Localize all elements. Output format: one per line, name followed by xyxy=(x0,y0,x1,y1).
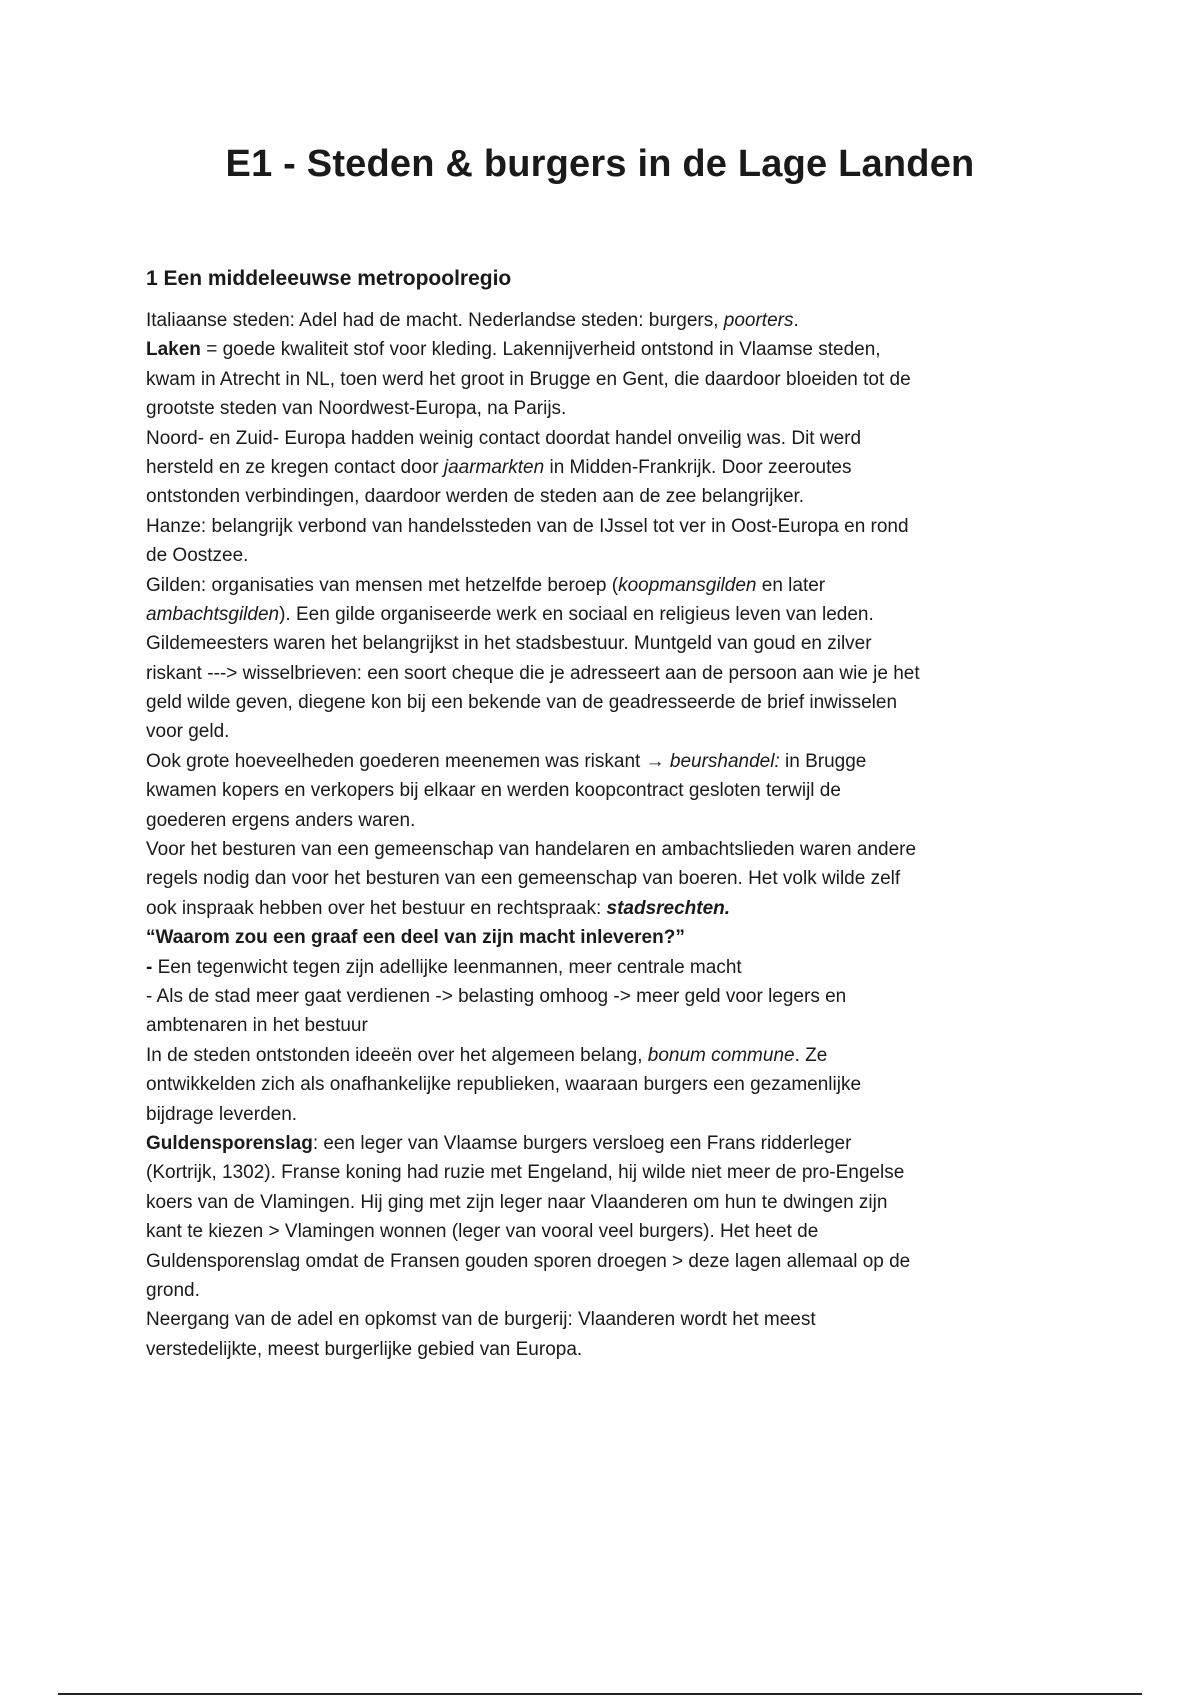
text-run: bonum commune xyxy=(647,1044,795,1066)
text-run: = goede kwaliteit stof voor kleding. Lakennijverheid ontstond in Vlaamse steden, xyxy=(200,339,881,361)
text-line xyxy=(146,1070,1066,1099)
text-line xyxy=(146,482,1066,511)
text-run: Neergang van de adel en opkomst van de burgerij: Vlaanderen wordt het meest xyxy=(146,1309,816,1331)
text-line xyxy=(146,776,1066,805)
section-heading: 1 Een middeleeuwse metropoolregio xyxy=(146,267,512,290)
text-line xyxy=(146,1188,1066,1217)
text-run: Voor het besturen van een gemeenschap van handelaren en ambachtslieden waren andere xyxy=(146,839,917,861)
text-run: . Ze xyxy=(794,1044,828,1066)
page-title: E1 - Steden & burgers in de Lage Landen xyxy=(225,143,975,185)
text-run: Hanze: belangrijk verbond van handelssteden van de IJssel tot ver in Oost-Europa en rond xyxy=(146,515,909,537)
text-run: - Als de stad meer gaat verdienen -> belasting omhoog -> meer geld voor legers en xyxy=(146,985,847,1007)
text-line xyxy=(146,306,1066,335)
text-run: ontwikkelden zich als onafhankelijke republieken, waaraan burgers een gezamenlijke xyxy=(146,1074,862,1096)
text-run: grond. xyxy=(146,1279,200,1301)
text-line xyxy=(146,864,1066,893)
text-line xyxy=(146,1129,1066,1158)
text-line xyxy=(146,629,1066,658)
text-run: - xyxy=(146,956,153,978)
text-line xyxy=(146,541,1066,570)
text-run: jaarmarkten xyxy=(443,456,545,478)
text-line xyxy=(146,1217,1066,1246)
text-run: poorters xyxy=(723,310,794,331)
text-run: bijdrage leverden. xyxy=(146,1103,298,1125)
text-run: regels nodig dan voor het besturen van een gemeenschap van boeren. Het volk wilde zelf xyxy=(146,868,901,890)
text-run: ontstonden verbindingen, daardoor werden de steden aan de zee belangrijker. xyxy=(146,486,805,508)
text-run: in Brugge xyxy=(779,750,867,772)
text-line xyxy=(146,1305,1066,1334)
text-line xyxy=(146,512,1066,541)
text-line xyxy=(146,365,1066,394)
text-line xyxy=(146,335,1066,364)
text-run: kwamen kopers en verkopers bij elkaar en werden koopcontract gesloten terwijl de xyxy=(146,780,841,802)
text-run: . xyxy=(793,310,799,331)
text-run: Een tegenwicht tegen zijn adellijke leenmannen, meer centrale macht xyxy=(152,956,742,978)
text-run: : een leger van Vlaamse burgers versloeg een Frans ridderleger xyxy=(312,1132,852,1154)
text-line xyxy=(146,424,1066,453)
text-run: en later xyxy=(756,574,826,596)
text-run: Italiaanse steden: Adel had de macht. Nederlandse steden: burgers, xyxy=(146,310,724,331)
text-run: koers van de Vlamingen. Hij ging met zijn leger naar Vlaanderen om hun te dwingen zijn xyxy=(146,1191,888,1213)
text-run: Gildemeesters waren het belangrijkst in het stadsbestuur. Muntgeld van goud en zilver xyxy=(146,633,872,655)
text-line xyxy=(146,982,1066,1011)
text-run: ). Een gilde organiseerde werk en sociaal en religieus leven van leden. xyxy=(279,603,874,625)
text-run: Ook grote hoeveelheden goederen meenemen was riskant → xyxy=(146,750,670,772)
text-line xyxy=(146,688,1066,717)
text-run: ambachtsgilden xyxy=(146,603,280,625)
body-text xyxy=(146,306,1066,1364)
text-line xyxy=(146,747,1066,776)
text-run: “Waarom zou een graaf een deel van zijn macht inleveren?” xyxy=(146,927,685,949)
text-run: In de steden ontstonden ideeën over het algemeen belang, xyxy=(146,1044,648,1066)
text-line xyxy=(146,717,1066,746)
text-line xyxy=(146,1011,1066,1040)
text-line xyxy=(146,394,1066,423)
text-run: ook inspraak hebben over het bestuur en rechtspraak: xyxy=(146,897,607,919)
text-run: Guldensporenslag omdat de Fransen gouden sporen droegen > deze lagen allemaal op de xyxy=(146,1250,911,1272)
text-run: Noord- en Zuid- Europa hadden weinig contact doordat handel onveilig was. Dit werd xyxy=(146,427,862,449)
text-run: voor geld. xyxy=(146,721,230,743)
text-run: ambtenaren in het bestuur xyxy=(146,1015,368,1037)
text-line xyxy=(146,923,1066,952)
text-line xyxy=(146,894,1066,923)
text-line xyxy=(146,835,1066,864)
text-run: kant te kiezen > Vlamingen wonnen (leger van vooral veel burgers). Het heet de xyxy=(146,1221,819,1243)
text-line xyxy=(146,571,1066,600)
text-line xyxy=(146,953,1066,982)
text-run: hersteld en ze kregen contact door xyxy=(146,456,444,478)
text-line xyxy=(146,453,1066,482)
text-run: kwam in Atrecht in NL, toen werd het groot in Brugge en Gent, die daardoor bloeiden tot de xyxy=(146,368,911,390)
text-line xyxy=(146,1158,1066,1187)
text-line xyxy=(146,600,1066,629)
text-line xyxy=(146,1247,1066,1276)
text-run: in Midden-Frankrijk. Door zeeroutes xyxy=(544,456,852,478)
text-run: de Oostzee. xyxy=(146,545,249,567)
text-run: grootste steden van Noordwest-Europa, na Parijs. xyxy=(146,398,567,420)
text-run: beurshandel: xyxy=(669,750,780,772)
text-run: Gilden: organisaties van mensen met hetzelfde beroep ( xyxy=(146,574,619,596)
text-line xyxy=(146,659,1066,688)
text-run: Laken xyxy=(146,339,201,361)
text-line xyxy=(146,1041,1066,1070)
text-run: riskant ---> wisselbrieven: een soort cheque die je adresseert aan de persoon aan wie je het xyxy=(146,662,920,684)
text-run: verstedelijkte, meest burgerlijke gebied van Europa. xyxy=(146,1338,583,1360)
footer-divider xyxy=(58,1693,1142,1695)
text-run: stadsrechten. xyxy=(606,897,731,919)
text-line xyxy=(146,1276,1066,1305)
text-line xyxy=(146,1335,1066,1364)
text-line xyxy=(146,1100,1066,1129)
text-run: geld wilde geven, diegene kon bij een bekende van de geadresseerde de brief inwisselen xyxy=(146,692,898,714)
text-run: (Kortrijk, 1302). Franse koning had ruzie met Engeland, hij wilde niet meer de pro-Engelse xyxy=(146,1162,905,1184)
text-run: goederen ergens anders waren. xyxy=(146,809,416,831)
text-run: Guldensporenslag xyxy=(146,1132,313,1154)
text-line xyxy=(146,806,1066,835)
text-run: koopmansgilden xyxy=(618,574,757,596)
